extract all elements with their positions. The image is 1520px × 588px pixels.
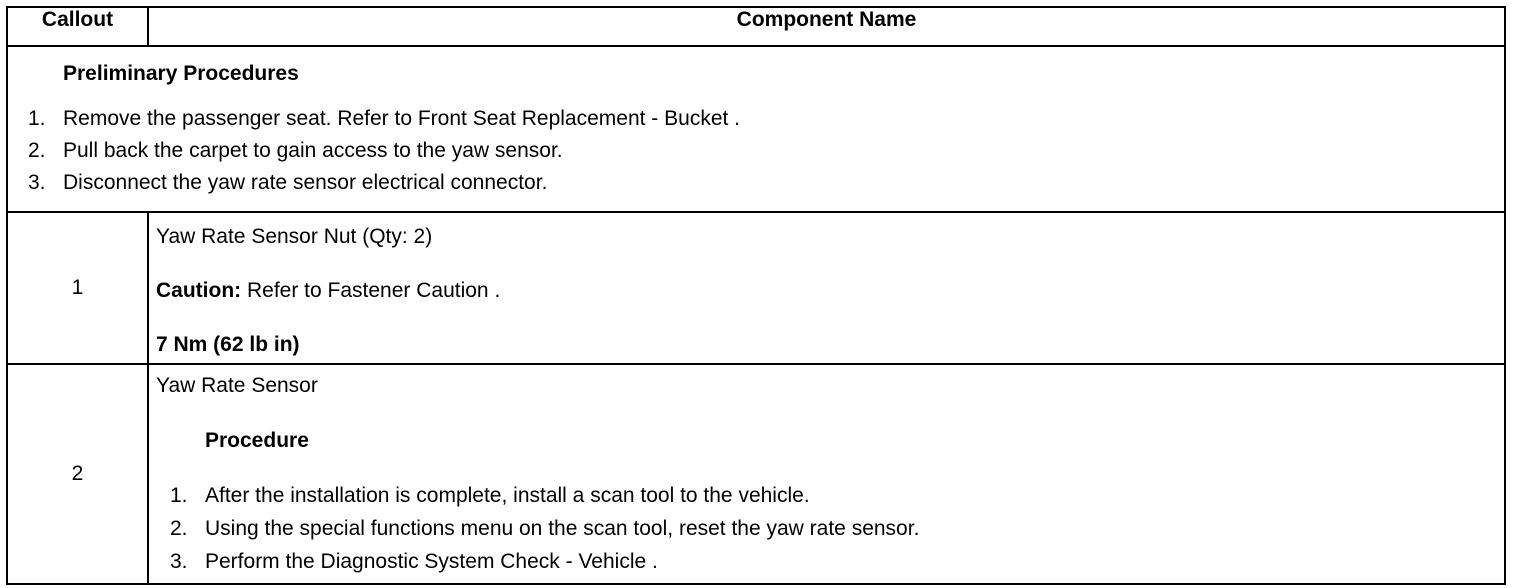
component-cell [148, 364, 1505, 584]
component-cell [148, 212, 1505, 364]
preliminary-row [7, 46, 1505, 212]
list-item [8, 107, 1504, 139]
step-number: 3. [28, 171, 46, 194]
step-number: 3. [170, 550, 188, 573]
step-text: Using the special functions menu on the scan tool, reset the yaw rate sensor. [205, 517, 920, 540]
caution-label: Caution: [156, 279, 242, 302]
component-name: Yaw Rate Sensor [156, 374, 318, 397]
table-row [7, 212, 1505, 364]
table-header-row [7, 7, 1505, 46]
header-callout: Callout [7, 7, 148, 46]
caution-text: Refer to Fastener Caution . [241, 279, 501, 302]
step-number: 1. [28, 107, 46, 130]
procedure-steps [149, 484, 1504, 583]
callout-cell: 1 [7, 212, 148, 364]
list-item [149, 550, 1504, 583]
callout-cell: 2 [7, 364, 148, 584]
step-number: 2. [28, 139, 46, 162]
header-component-name: Component Name [148, 7, 1505, 46]
preliminary-steps [8, 107, 1504, 203]
step-text: Disconnect the yaw rate sensor electrical connector. [63, 171, 548, 194]
step-text: Perform the Diagnostic System Check - Vehicle . [205, 550, 658, 573]
step-number: 1. [170, 484, 188, 507]
step-text: Remove the passenger seat. Refer to Front Seat Replacement - Bucket . [63, 107, 741, 130]
step-text: After the installation is complete, install a scan tool to the vehicle. [205, 484, 810, 507]
procedure-table [6, 6, 1506, 585]
torque-spec: 7 Nm (62 lb in) [156, 333, 300, 356]
list-item [149, 484, 1504, 517]
step-number: 2. [170, 517, 188, 540]
step-text: Pull back the carpet to gain access to the yaw sensor. [63, 139, 563, 162]
preliminary-cell [7, 46, 1505, 212]
list-item [8, 139, 1504, 171]
table-row [7, 364, 1505, 584]
caution-line [156, 279, 1504, 303]
list-item [8, 171, 1504, 203]
preliminary-title: Preliminary Procedures [63, 62, 299, 85]
list-item [149, 517, 1504, 550]
procedure-title: Procedure [205, 429, 309, 452]
component-name: Yaw Rate Sensor Nut (Qty: 2) [156, 225, 433, 248]
